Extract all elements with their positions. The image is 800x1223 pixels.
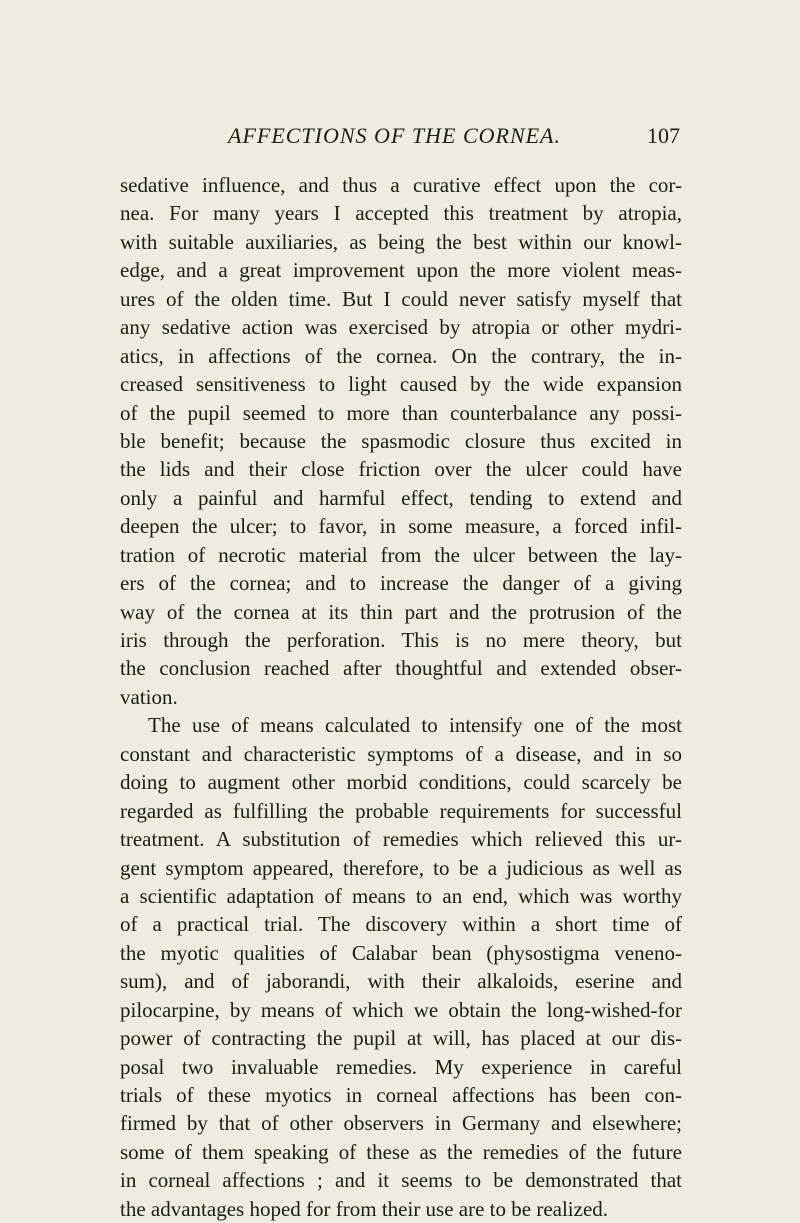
text-line: with suitable auxiliaries, as being the best within our knowl- [120,229,682,254]
text-line: only a painful and harmful effect, tending to extend and [120,485,682,510]
text-line: any sedative action was exercised by atropia or other mydri- [120,315,682,340]
text-line: tration of necrotic material from the ulcer between the lay- [120,542,682,567]
text-line: firmed by that of other observers in Germany and elsewhere; [120,1111,682,1136]
text-line: constant and characteristic symptoms of a disease, and in so [120,741,682,766]
text-line: the conclusion reached after thoughtful and extended obser- [120,656,682,681]
text-line: ers of the cornea; and to increase the danger of a giving [120,571,682,596]
text-line: edge, and a great improvement upon the more violent meas- [120,258,682,283]
text-line: pilocarpine, by means of which we obtain the long-wished-for [120,997,682,1022]
text-line: ures of the olden time. But I could never satisfy myself that [120,286,682,311]
text-line: a scientific adaptation of means to an end, which was worthy [120,883,682,908]
text-line: ble benefit; because the spasmodic closure thus excited in [120,428,682,453]
text-line: treatment. A substitution of remedies which relieved this ur- [120,827,682,852]
page-number: 107 [647,123,680,148]
text-line: trials of these myotics in corneal affections has been con- [120,1083,682,1107]
paragraph-last-line: vation. [120,684,178,709]
text-line: nea. For many years I accepted this treatment by atropia, [120,201,682,226]
text-line: way of the cornea at its thin part and the protrusion of the [120,599,682,624]
paragraph-first-line: The use of means calculated to intensify one of the most [148,713,682,738]
text-line: regarded as fulfilling the probable requirements for successful [120,798,682,823]
chapter-title: AFFECTIONS OF THE CORNEA. [228,123,561,148]
text-line: deepen the ulcer; to favor, in some measure, a forced infil- [120,514,682,539]
running-head [120,123,680,153]
text-line: the myotic qualities of Calabar bean (physostigma veneno- [120,940,682,965]
text-line: in corneal affections ; and it seems to be demonstrated that [120,1168,682,1193]
text-line: doing to augment other morbid conditions, could scarcely be [120,770,682,795]
text-line: some of them speaking of these as the remedies of the future [120,1139,682,1164]
paragraph-last-line: the advantages hoped for from their use are to be realized. [120,1196,609,1221]
text-line: the lids and their close friction over the ulcer could have [120,457,682,482]
text-line: sedative influence, and thus a curative effect upon the cor- [120,173,682,197]
text-line: of the pupil seemed to more than counterbalance any possi- [120,400,682,425]
text-line: gent symptom appeared, therefore, to be a judicious as well as [120,855,682,880]
text-line: iris through the perforation. This is no mere theory, but [120,628,682,652]
text-line: power of contracting the pupil at will, has placed at our dis- [120,1026,682,1051]
text-line: of a practical trial. The discovery within a short time of [120,912,682,937]
body-text [120,171,682,1223]
text-line: atics, in affections of the cornea. On the contrary, the in- [120,343,682,368]
text-line: sum), and of jaborandi, with their alkaloids, eserine and [120,969,682,994]
text-line: creased sensitiveness to light caused by the wide expansion [120,372,682,397]
text-line: posal two invaluable remedies. My experience in careful [120,1054,682,1079]
